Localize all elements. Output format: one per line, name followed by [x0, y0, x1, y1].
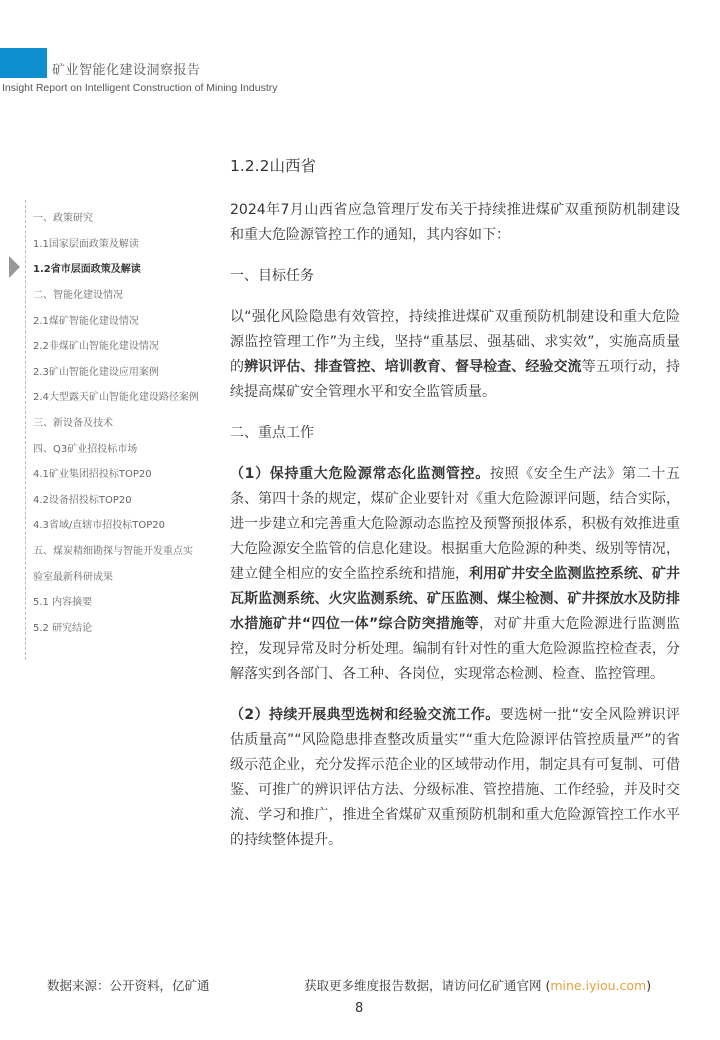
header-accent-bar: [0, 48, 47, 78]
sidebar-item-policy-research[interactable]: 一、政策研究: [33, 213, 93, 224]
objectives-text-a: 以“强化风险隐患有效管控，持续推进煤矿双重预防机制建设和重大危险源监控管理工作”为主线，坚持“重基层、强基础、求实效”，实施高质量的: [230, 309, 680, 375]
sidebar-toc: [25, 200, 221, 660]
sidebar-item-provincial-policy[interactable]: 1.2省市层面政策及解读: [33, 264, 141, 275]
sidebar-item-national-policy[interactable]: 1.1国家层面政策及解读: [33, 239, 139, 250]
page-number: 8: [355, 1001, 364, 1016]
key-work-paragraph-2: [230, 703, 680, 853]
sidebar-item-new-equipment[interactable]: 三、新设备及技术: [33, 418, 113, 429]
heading-objectives: 一、目标任务: [230, 268, 314, 284]
sidebar-item-application-cases[interactable]: 2.3矿山智能化建设应用案例: [33, 367, 159, 378]
sidebar-item-summary[interactable]: 5.1 内容摘要: [33, 597, 93, 608]
objectives-text-b: 等五项行动，持续提高煤矿安全管理水平和安全监管质量。: [230, 359, 681, 400]
report-title: 矿业智能化建设洞察报告: [52, 63, 201, 78]
sidebar-item-bidding-market[interactable]: 四、Q3矿业招投标市场: [33, 444, 138, 455]
key-work-1-text-a: 按照《安全生产法》第二十五条、第四十条的规定，煤矿企业要针对《重大危险源评问题，结合实际，进一步建立和完善重大危险源动态监控及预警预报体系，积极有效推进重大危险源安全监管的信息化建设。根据重大危险源的种类、级别等情况，建立健全相应的安全监控系统和措施，: [230, 466, 680, 582]
website-link[interactable]: mine.iyiou.com: [550, 978, 647, 993]
objectives-paragraph: [230, 305, 680, 405]
key-work-1-text-bold: 利用矿井安全监测监控系统、矿井瓦斯监测系统、火灾监测系统、矿压监测、煤尘检测、矿井探放水及防排水措施矿井“四位一体”综合防突措施等: [230, 566, 681, 632]
intro-paragraph: 2024年7月山西省应急管理厅发布关于持续推进煤矿双重预防机制建设和重大危险源管控工作的通知，其内容如下：: [230, 202, 680, 243]
sidebar-item-non-coal-mine[interactable]: 2.2非煤矿山智能化建设情况: [33, 341, 159, 352]
key-work-1-text-b: ，对矿井重大危险源进行监测监控，发现异常及时分析处理。编制有针对性的重大危险源监控检查表，分解落实到各部门、各工种、各岗位，实现常态检测、检查、监控管理。: [230, 616, 681, 682]
active-indicator-arrow-icon: [9, 256, 20, 278]
section-title: 1.2.2山西省: [230, 157, 316, 175]
objectives-text-bold: 辨识评估、排查管控、培训教育、督导检查、经验交流: [244, 359, 582, 375]
key-work-1-heading: （1）保持重大危险源常态化监测管控。: [230, 466, 490, 482]
sidebar-item-lab-research[interactable]: 五、煤炭精细勘探与智能开发重点实: [33, 546, 193, 557]
sidebar-item-coal-mine[interactable]: 2.1煤矿智能化建设情况: [33, 316, 139, 327]
report-subtitle: Insight Report on Intelligent Construction of Mining Industry: [2, 82, 278, 94]
sidebar-item-conclusion[interactable]: 5.2 研究结论: [33, 623, 93, 634]
more-data-prefix: 获取更多维度报告数据，请访问亿矿通官网 (: [304, 978, 551, 993]
heading-key-work: 二、重点工作: [230, 425, 314, 441]
key-work-paragraph-1: [230, 462, 680, 687]
data-source: 数据来源：公开资料，亿矿通: [47, 978, 210, 993]
sidebar-item-group-bidding[interactable]: 4.1矿业集团招投标TOP20: [33, 469, 152, 480]
more-data-suffix: ): [646, 978, 652, 993]
more-data-note: [304, 976, 651, 994]
sidebar-item-intelligent-construction[interactable]: 二、智能化建设情况: [33, 290, 123, 301]
main-content: [230, 150, 680, 853]
key-work-2-heading: （2）持续开展典型选树和经验交流工作。: [230, 707, 500, 723]
sidebar-item-province-bidding[interactable]: 4.3省域/直辖市招投标TOP20: [33, 520, 166, 531]
key-work-2-text: 要选树一批“安全风险辨识评估质量高”“风险隐患排查整改质量实”“重大危险源评估管控质量严”的省级示范企业，充分发挥示范企业的区域带动作用，制定具有可复制、可借鉴、可推广的辨识评估方法、分级标准、管控措施、工作经验，并及时交流、学习和推广，推进全省煤矿双重预防机制和重大危险源管控工作水平的持续整体提升。: [230, 707, 680, 848]
sidebar-item-open-pit-cases[interactable]: 2.4大型露天矿山智能化建设路径案例: [33, 392, 199, 403]
sidebar-item-equipment-bidding[interactable]: 4.2设备招投标TOP20: [33, 495, 132, 506]
sidebar-item-lab-research-cont[interactable]: 验室最新科研成果: [33, 572, 113, 583]
